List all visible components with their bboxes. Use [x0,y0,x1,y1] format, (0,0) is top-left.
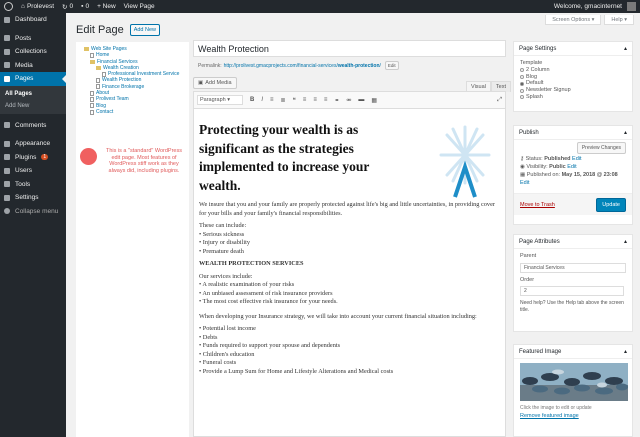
list-item: • Children's education [199,350,255,358]
parent-label: Parent [520,253,537,259]
comment-icon [4,122,10,128]
bullet-list-button[interactable]: ≡ [270,97,274,103]
add-new-button[interactable]: Add New [130,24,160,36]
admin-bar [0,0,640,13]
template-option[interactable]: Splash [520,94,626,101]
publish-box [513,125,633,225]
tab-visual[interactable]: Visual [466,81,491,92]
star-logo-icon [437,123,493,201]
menu-appearance[interactable] [0,137,66,151]
annotation-note [80,148,187,174]
featured-caption: Click the image to edit or update [520,405,592,411]
date-edit-link[interactable]: Edit [520,180,530,186]
post-title-input[interactable]: Wealth Protection [193,40,506,57]
italic-button[interactable]: I [261,97,264,103]
account-menu[interactable] [550,0,640,13]
user-icon [4,168,10,174]
box-header[interactable] [514,42,632,56]
blockquote-button[interactable]: ❝ [292,97,296,104]
new-content-link[interactable]: + New [97,3,116,10]
screen-options-button[interactable]: Screen Options ▾ [545,15,601,25]
list-item: • Premature death [199,247,244,255]
box-header[interactable] [514,235,632,249]
tree-node[interactable]: Web Site Pages [84,46,188,52]
update-button[interactable]: Update [596,198,626,212]
box-header[interactable] [514,345,632,359]
radio-icon [520,68,524,72]
tree-node[interactable]: Wealth Creation [84,65,188,71]
menu-label: Collections [15,48,47,56]
updates-link[interactable] [58,0,77,13]
permalink-url[interactable]: http://prolivest.gmacprojects.com/financial-services/wealth-protection/ [223,62,381,69]
tree-node[interactable]: Professional Investment Service [84,71,188,77]
chevron-up-icon: ▴ [623,349,627,355]
chevron-up-icon: ▴ [623,130,627,136]
media-icon [4,62,10,68]
page-icon [90,53,94,58]
menu-media[interactable] [0,59,66,73]
move-to-trash-link[interactable]: Move to Trash [520,201,555,208]
brush-icon [4,141,10,147]
tab-text[interactable]: Text [491,81,511,92]
welcome-text: Welcome, gmacinternet [553,3,622,10]
menu-label: Users [15,167,32,175]
menu-comments[interactable] [0,119,66,133]
annotation-dot [80,148,97,165]
radio-icon [520,89,524,93]
radio-icon [520,95,524,99]
page-settings-box [513,41,633,112]
visibility-edit-link[interactable]: Edit [567,164,577,170]
toolbar-toggle-button[interactable]: ▦ [371,97,378,104]
tree-node[interactable]: Blog [84,103,188,109]
menu-collections[interactable] [0,45,66,59]
menu-users[interactable] [0,164,66,178]
preview-changes-button[interactable]: Preview Changes [577,142,626,154]
tree-node[interactable]: Prolivest Team [84,96,188,102]
page-icon [90,97,94,102]
page-icon [90,91,94,96]
page-icon [90,103,94,108]
list-item: • Serious sickness [199,230,245,238]
content-paragraph: When developing your Insurance strategy, we will take into account your current financial situation including: [199,312,477,320]
home-icon: ⌂ [21,3,25,10]
editor-content[interactable] [194,109,505,376]
updates-icon: ↻ [62,3,68,11]
status-row: ⚷ Status: Published Edit [520,156,582,162]
folder-icon [90,60,95,64]
page-tree [84,46,188,115]
admin-sidebar [0,13,66,437]
wordpress-icon [4,2,13,11]
status-edit-link[interactable]: Edit [572,156,582,162]
menu-settings[interactable] [0,191,66,205]
permalink-row [198,61,399,70]
more-tag-button[interactable]: ▬ [358,97,365,103]
template-label: Template [520,60,543,66]
order-label: Order [520,276,535,283]
list-item: • The most cost effective risk insurance for your needs. [199,298,338,305]
bold-button[interactable]: B [250,97,255,103]
radio-icon [520,75,524,79]
page-icon [102,72,106,77]
box-title: Featured Image [519,348,562,355]
avatar [627,2,636,11]
menu-posts[interactable] [0,32,66,46]
collections-icon [4,49,10,55]
menu-label: Tools [15,180,31,188]
remove-featured-image-link[interactable]: Remove featured image [520,413,579,419]
content-paragraph: Our services include: [199,272,253,280]
align-right-button[interactable]: ≡ [323,97,328,103]
help-button[interactable]: Help ▾ [604,15,634,25]
tree-node[interactable]: About [84,90,188,96]
list-item: • Injury or disability [199,239,250,246]
fullscreen-button[interactable]: ⤢ [497,96,502,103]
menu-label: Collapse menu [15,207,59,215]
list-item: • A realistic examination of your risks [199,281,295,288]
format-select[interactable]: Paragraph ▾ [197,95,243,105]
permalink-edit-button[interactable]: Edit [385,61,399,70]
key-icon: ⚷ [520,156,526,162]
template-option[interactable]: 2 Column [520,67,626,74]
template-option[interactable]: Default [520,80,626,87]
order-input[interactable]: 2 [520,286,624,296]
folder-icon [84,47,89,51]
menu-label: Plugins [15,153,37,161]
editor-toolbar [194,92,505,109]
folder-icon [96,66,101,70]
list-item: • Provide a Lump Sum for Home and Lifestyle Alterations and Medical costs [199,367,394,375]
chevron-up-icon: ▴ [623,239,627,245]
featured-image[interactable] [520,363,628,401]
box-title: Page Settings [519,45,557,52]
menu-label: Dashboard [15,16,47,24]
pin-icon [4,35,10,41]
add-media-button[interactable] [193,77,237,89]
align-left-button[interactable]: ≡ [302,97,307,103]
help-text: Need help? Use the Help tab above the screen title. [520,300,624,313]
list-item: • Potential lost income [199,325,256,332]
collapse-icon [4,208,10,214]
site-name-link[interactable] [17,0,58,13]
tree-node[interactable]: Home [84,52,188,58]
content-paragraph: These can include: [199,222,247,229]
featured-image-box [513,344,633,437]
tree-node[interactable]: Wealth Protection [84,77,188,83]
menu-label: Appearance [15,140,51,148]
menu-label: Media [15,61,33,69]
add-media-label: Add Media [205,80,232,86]
collapse-menu[interactable] [0,205,66,219]
updates-count: 0 [69,3,74,10]
annotation-text: This is a "standard" WordPress edit page. Most features of WordPress stiff work as they always did, including plugins. [106,148,182,174]
settings-icon [4,195,10,201]
page-icon [96,78,100,83]
menu-dashboard[interactable] [0,13,66,27]
radio-checked-icon [520,82,524,86]
content-heading: Protecting your wealth is as significant as the strategies implemented to increase your wealth. [199,122,370,193]
calendar-icon: ▦ [520,172,527,178]
plugin-icon [4,154,10,160]
wordpress-logo[interactable] [0,0,17,13]
menu-label: Pages [15,75,34,83]
submenu-add-new[interactable]: Add New [5,102,30,109]
list-item: • An unbiased assessment of risk insurance providers [199,289,333,297]
template-option[interactable]: Newsletter Signup [520,87,626,94]
align-center-button[interactable]: ≡ [313,97,317,103]
box-title: Page Attributes [519,238,560,245]
media-icon: ▣ [198,80,204,86]
dashboard-icon [4,17,10,23]
site-name: Prolevest [26,3,55,10]
page-attributes-box [513,234,633,332]
tree-node[interactable]: Financial Services [84,59,188,65]
eye-icon: ◉ [520,164,527,170]
box-title: Publish [519,129,539,136]
content-paragraph: We insure that you and your family are properly protected against life's big and little uncertainties, in providing cover for your bills and your family's financial responsibilities. [199,201,495,217]
content-subheading: WEALTH PROTECTION SERVICES [199,260,304,267]
link-button[interactable]: ⚭ [334,97,340,104]
menu-label: Comments [15,121,47,129]
page-icon [96,84,100,89]
menu-tools[interactable] [0,178,66,192]
menu-plugins[interactable] [0,151,66,165]
comments-link[interactable] [77,0,93,13]
page-icon [90,110,94,115]
box-header[interactable] [514,126,632,140]
comment-icon: ▪ [81,3,84,10]
permalink-label: Permalink: [198,62,222,69]
parent-select[interactable]: Financial Services [520,263,626,273]
template-option[interactable]: Blog [520,74,626,81]
visibility-row: ◉ Visibility: Public Edit [520,164,577,170]
pages-submenu [0,86,66,114]
page-title: Edit Page [76,24,124,36]
list-item: • Funds required to support your spouse and dependents [199,342,341,349]
content-editor[interactable] [193,91,506,437]
chevron-up-icon: ▴ [623,46,627,52]
menu-pages[interactable] [0,72,66,86]
list-item: • Debts [199,333,218,341]
comments-count: 0 [85,3,90,10]
numbered-list-button[interactable]: ≣ [280,97,286,104]
submenu-all-pages[interactable]: All Pages [5,90,33,97]
published-row: ▦ Published on: May 15, 2018 @ 23:08 Edit [520,172,618,186]
tree-node[interactable]: Finance Brokerage [84,84,188,90]
plugins-badge: 1 [43,154,47,161]
wrench-icon [4,181,10,187]
view-page-link[interactable]: View Page [123,3,155,10]
menu-label: Posts [15,34,32,42]
unlink-button[interactable]: ⚮ [346,97,352,104]
tree-node[interactable]: Contact [84,109,188,115]
pages-icon [4,76,10,82]
list-item: • Funeral costs [199,359,237,366]
menu-label: Settings [15,194,39,202]
